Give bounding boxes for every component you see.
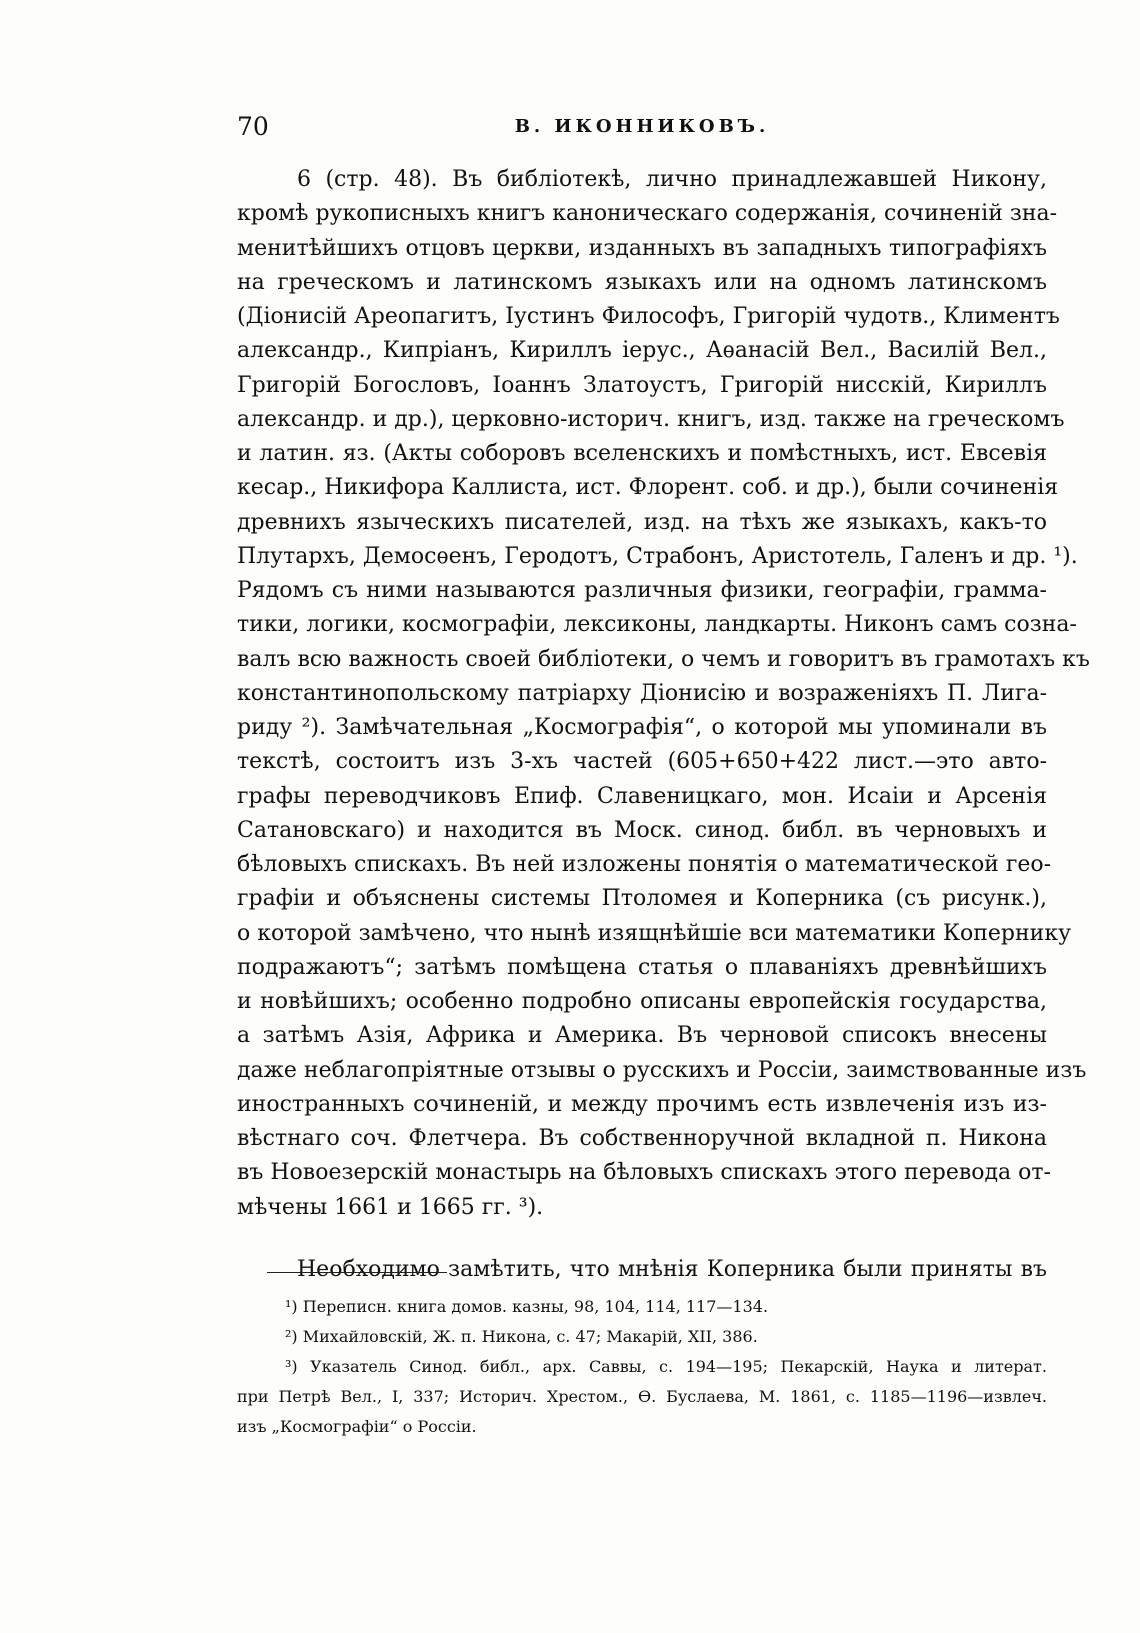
- body-text: [237, 163, 1090, 1287]
- text-line: Рядомъ съ ними называются различныя физики, географiи, грамма-: [237, 578, 1047, 603]
- text-line: бѣловыхъ спискахъ. Въ ней изложены понятiя о математической гео-: [237, 852, 1052, 877]
- text-line: графы переводчиковъ Епиф. Славеницкаго, мон. Исаiи и Арсенiя: [237, 783, 1047, 809]
- footnote-1: ¹) Переписн. книга домов. казны, 98, 104, 114, 117—134.: [285, 1297, 769, 1316]
- text-line: александр. и др.), церковно-историч. книгъ, изд. также на греческомъ: [237, 406, 1065, 432]
- footnote-3: ³) Указатель Синод. библ., арх. Саввы, с. 194—195; Пекарскiй, Наука и литерат.: [285, 1357, 1047, 1376]
- text-line: подражаютъ“; затѣмъ помѣщена статья о плаванiяхъ древнѣйшихъ: [237, 954, 1047, 980]
- text-line-next-paragraph: Необходимо замѣтить, что мнѣнiя Коперника были приняты въ: [297, 1256, 1047, 1282]
- text-line: на греческомъ и латинскомъ языкахъ или на одномъ латинскомъ: [237, 269, 1047, 295]
- text-line: а затѣмъ Азiя, Африка и Америка. Въ черновой списокъ внесены: [237, 1023, 1047, 1049]
- footnotes: [237, 1292, 1047, 1442]
- text-line: и новѣйшихъ; особенно подробно описаны европейскiя государства,: [237, 989, 1047, 1014]
- footnote-3-end: изъ „Космографiи“ о Россiи.: [237, 1417, 477, 1436]
- text-line: александр., Кипрiанъ, Кириллъ iерус., Аѳанасiй Вел., Василiй Вел.,: [237, 338, 1047, 364]
- text-line: кесар., Никифора Каллиста, ист. Флорент. соб. и др.), были сочиненiя: [237, 475, 1059, 501]
- text-line: валъ всю важность своей библiотеки, о чемъ и говоритъ въ грамотахъ къ: [237, 646, 1090, 672]
- text-line: вѣстнаго соч. Флетчера. Въ собственноручной вкладной п. Никона: [237, 1126, 1047, 1151]
- text-line: въ Новоезерскiй монастырь на бѣловыхъ спискахъ этого перевода от-: [237, 1160, 1051, 1186]
- text-line: риду ²). Замѣчательная „Космографiя“, о которой мы упоминали въ: [237, 715, 1047, 740]
- text-line: мѣчены 1661 и 1665 гг. ³).: [237, 1194, 544, 1220]
- paragraph-gap: [237, 1225, 1047, 1253]
- page-number: 70: [237, 112, 269, 141]
- text-line: Григорiй Богословъ, Iоаннъ Златоустъ, Григорiй нисскiй, Кириллъ: [237, 372, 1047, 398]
- text-line: тики, логики, космографiи, лексиконы, ландкарты. Никонъ самъ созна-: [237, 612, 1077, 638]
- text-line: (Дiонисiй Ареопагитъ, Iустинъ Философъ, Григорiй чудотв., Климентъ: [237, 304, 1060, 329]
- text-line: Сатановскаго) и находится въ Моск. синод. библ. въ черновыхъ и: [237, 817, 1047, 843]
- footnote-3-continued: при Петрѣ Вел., I, 337; Историч. Хрестом., Ѳ. Буслаева, М. 1861, с. 1185—1196—извлеч.: [237, 1387, 1047, 1406]
- text-line: кромѣ рукописныхъ книгъ каноническаго содержанiя, сочиненiй зна-: [237, 201, 1058, 227]
- page-header: [237, 112, 1047, 152]
- footnote-rule: [267, 1272, 447, 1273]
- text-line: константинопольскому патрiарху Дiонисiю и возраженiяхъ П. Лига-: [237, 680, 1047, 706]
- text-line: текстѣ, состоитъ изъ 3-хъ частей (605+650+422 лист.—это авто-: [237, 749, 1047, 775]
- text-line: Плутархъ, Демосѳенъ, Геродотъ, Страбонъ, Аристотель, Галенъ и др. ¹).: [237, 543, 1078, 569]
- footnote-2: ²) Михайловскiй, Ж. п. Никона, с. 47; Макарiй, XII, 386.: [285, 1327, 758, 1346]
- text-line: древнихъ языческихъ писателей, изд. на тѣхъ же языкахъ, какъ-то: [237, 509, 1047, 535]
- text-line: 6 (стр. 48). Въ библiотекѣ, лично принадлежавшей Никону,: [297, 167, 1047, 192]
- text-line: иностранныхъ сочиненiй, и между прочимъ есть извлеченiя изъ из-: [237, 1091, 1047, 1117]
- text-line: графiи и объяснены системы Птоломея и Коперника (съ рисунк.),: [237, 886, 1047, 912]
- text-line: о которой замѣчено, что нынѣ изящнѣйшiе вси математики Копернику: [237, 920, 1072, 946]
- text-line: даже неблагопрiятные отзывы о русскихъ и Россiи, заимствованные изъ: [237, 1057, 1087, 1083]
- text-line: менитѣйшихъ отцовъ церкви, изданныхъ въ западныхъ типографiяхъ: [237, 235, 1047, 261]
- text-line: и латин. яз. (Акты соборовъ вселенскихъ и помѣстныхъ, ист. Евсевiя: [237, 441, 1047, 466]
- running-head: В. ИКОННИКОВЪ.: [514, 116, 770, 137]
